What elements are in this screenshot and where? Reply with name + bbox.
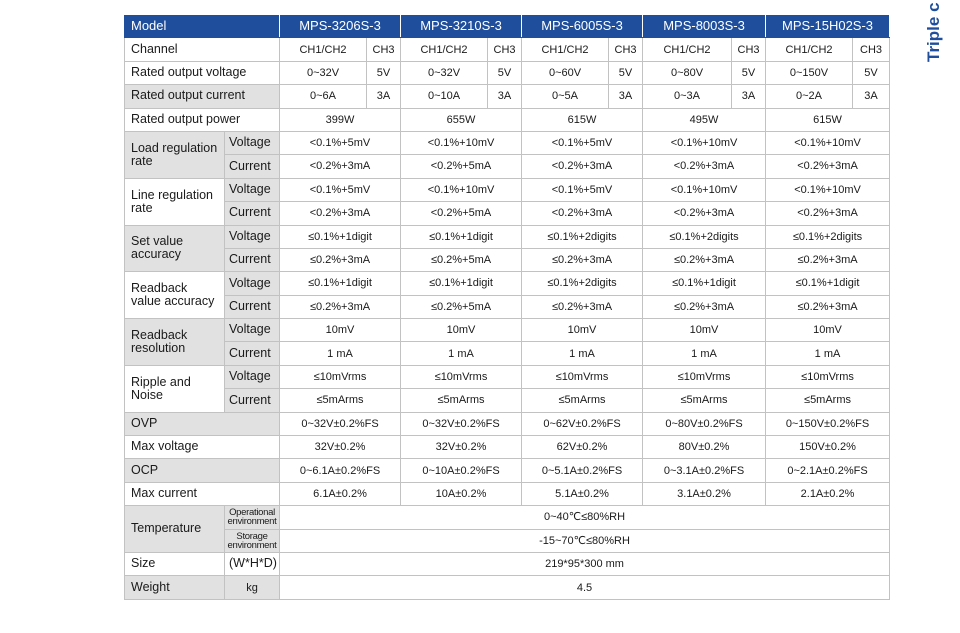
sub-label: Voltage [225, 272, 280, 295]
cell: <0.1%+10mV [766, 131, 890, 154]
cell: 0~40℃≤80%RH [280, 506, 890, 529]
cell: 80V±0.2% [643, 436, 766, 459]
row-label: Rated output power [125, 108, 280, 131]
cell: ≤0.2%+3mA [766, 295, 890, 318]
sub-label: Current [225, 248, 280, 271]
cell: 5V [732, 61, 766, 84]
channel-row [125, 38, 890, 61]
cell: 0~10A±0.2%FS [401, 459, 522, 482]
row-label: Load regulation rate [125, 131, 225, 178]
cell: 5V [609, 61, 643, 84]
cell: ≤0.1%+1digit [401, 225, 522, 248]
cell: ≤10mVrms [280, 365, 401, 388]
cell: 5V [853, 61, 890, 84]
header-model: MPS-8003S-3 [643, 15, 766, 38]
cell: 3A [488, 85, 522, 108]
cell: CH3 [609, 38, 643, 61]
cell: 3A [609, 85, 643, 108]
cell: 1 mA [280, 342, 401, 365]
cell: <0.2%+3mA [280, 202, 401, 225]
cell: ≤0.2%+3mA [280, 295, 401, 318]
sub-label: Storage environment [225, 529, 280, 552]
row-label: Readback resolution [125, 319, 225, 366]
cell: <0.2%+3mA [280, 155, 401, 178]
weight-row [125, 576, 890, 599]
cell: 1 mA [643, 342, 766, 365]
readback-res-current-row [125, 342, 890, 365]
cell: ≤10mVrms [522, 365, 643, 388]
row-label: Rated output voltage [125, 61, 280, 84]
ripple-current-row [125, 389, 890, 412]
header-model: MPS-15H02S-3 [766, 15, 890, 38]
cell: <0.1%+5mV [522, 131, 643, 154]
cell: 0~150V [766, 61, 853, 84]
cell: ≤0.2%+3mA [766, 248, 890, 271]
cell: 0~80V [643, 61, 732, 84]
set-acc-current-row [125, 248, 890, 271]
line-reg-current-row [125, 202, 890, 225]
rated-voltage-row [125, 61, 890, 84]
cell: 0~80V±0.2%FS [643, 412, 766, 435]
cell: 2.1A±0.2% [766, 482, 890, 505]
readback-acc-voltage-row [125, 272, 890, 295]
cell: 0~10A [401, 85, 488, 108]
load-reg-current-row [125, 155, 890, 178]
row-label: Channel [125, 38, 280, 61]
cell: 3A [853, 85, 890, 108]
cell: 0~150V±0.2%FS [766, 412, 890, 435]
cell: 1 mA [766, 342, 890, 365]
cell: 10A±0.2% [401, 482, 522, 505]
cell: 0~60V [522, 61, 609, 84]
cell: -15~70℃≤80%RH [280, 529, 890, 552]
cell: <0.2%+5mA [401, 202, 522, 225]
cell: ≤10mVrms [401, 365, 522, 388]
cell: 5V [367, 61, 401, 84]
cell: 1 mA [401, 342, 522, 365]
temp-storage-row [125, 529, 890, 552]
row-label: Size [125, 552, 225, 575]
sub-label: Voltage [225, 365, 280, 388]
sub-label: Current [225, 342, 280, 365]
row-label: Rated output current [125, 85, 280, 108]
header-model-label: Model [125, 15, 280, 38]
header-model: MPS-3206S-3 [280, 15, 401, 38]
row-label: Max current [125, 482, 280, 505]
cell: <0.2%+3mA [522, 155, 643, 178]
cell: CH1/CH2 [401, 38, 488, 61]
cell: CH3 [367, 38, 401, 61]
cell: 0~6.1A±0.2%FS [280, 459, 401, 482]
cell: 6.1A±0.2% [280, 482, 401, 505]
cell: ≤10mVrms [643, 365, 766, 388]
cell: <0.1%+10mV [766, 178, 890, 201]
cell: ≤0.1%+1digit [280, 272, 401, 295]
cell: CH3 [732, 38, 766, 61]
cell: 0~32V [401, 61, 488, 84]
cell: ≤0.1%+1digit [643, 272, 766, 295]
ovp-row [125, 412, 890, 435]
cell: 0~5A [522, 85, 609, 108]
sub-label: Voltage [225, 131, 280, 154]
cell: ≤0.1%+2digits [766, 225, 890, 248]
cell: 0~32V [280, 61, 367, 84]
cell: 32V±0.2% [401, 436, 522, 459]
ocp-row [125, 459, 890, 482]
cell: 655W [401, 108, 522, 131]
cell: ≤0.1%+2digits [522, 225, 643, 248]
cell: <0.2%+3mA [766, 155, 890, 178]
cell: <0.2%+3mA [643, 155, 766, 178]
cell: ≤0.2%+5mA [401, 248, 522, 271]
sub-label: Current [225, 295, 280, 318]
sub-label: (W*H*D) [225, 552, 280, 575]
line-reg-voltage-row [125, 178, 890, 201]
cell: 0~6A [280, 85, 367, 108]
cell: <0.1%+10mV [643, 178, 766, 201]
cell: 10mV [522, 319, 643, 342]
size-row [125, 552, 890, 575]
cell: ≤10mVrms [766, 365, 890, 388]
cell: ≤0.1%+2digits [522, 272, 643, 295]
cell: 4.5 [280, 576, 890, 599]
cell: 10mV [766, 319, 890, 342]
cell: 0~3A [643, 85, 732, 108]
cell: 62V±0.2% [522, 436, 643, 459]
header-model: MPS-6005S-3 [522, 15, 643, 38]
cell: CH1/CH2 [643, 38, 732, 61]
set-acc-voltage-row [125, 225, 890, 248]
cell: 3.1A±0.2% [643, 482, 766, 505]
spec-table [124, 14, 890, 600]
row-label: OVP [125, 412, 280, 435]
row-label: Ripple and Noise [125, 365, 225, 412]
cell: ≤0.1%+1digit [280, 225, 401, 248]
cell: <0.1%+10mV [401, 131, 522, 154]
cell: <0.2%+5mA [401, 155, 522, 178]
cell: ≤5mArms [766, 389, 890, 412]
cell: CH1/CH2 [522, 38, 609, 61]
readback-acc-current-row [125, 295, 890, 318]
cell: 219*95*300 mm [280, 552, 890, 575]
sub-label: Current [225, 202, 280, 225]
cell: 0~62V±0.2%FS [522, 412, 643, 435]
cell: ≤0.2%+5mA [401, 295, 522, 318]
sub-label: Voltage [225, 319, 280, 342]
cell: 3A [732, 85, 766, 108]
cell: <0.1%+10mV [401, 178, 522, 201]
cell: <0.1%+10mV [643, 131, 766, 154]
cell: ≤5mArms [280, 389, 401, 412]
cell: 495W [643, 108, 766, 131]
cell: <0.2%+3mA [643, 202, 766, 225]
cell: ≤0.1%+1digit [766, 272, 890, 295]
cell: ≤0.2%+3mA [522, 248, 643, 271]
row-label: Weight [125, 576, 225, 599]
rated-current-row [125, 85, 890, 108]
cell: 0~32V±0.2%FS [401, 412, 522, 435]
cell: 10mV [280, 319, 401, 342]
sub-label: Voltage [225, 225, 280, 248]
max-voltage-row [125, 436, 890, 459]
cell: ≤0.2%+3mA [522, 295, 643, 318]
row-label: Max voltage [125, 436, 280, 459]
cell: <0.1%+5mV [522, 178, 643, 201]
cell: ≤0.1%+2digits [643, 225, 766, 248]
cell: <0.1%+5mV [280, 178, 401, 201]
sub-label: Voltage [225, 178, 280, 201]
header-row [125, 15, 890, 38]
cell: 0~32V±0.2%FS [280, 412, 401, 435]
cell: ≤5mArms [522, 389, 643, 412]
side-title: Triple c [924, 2, 943, 62]
sub-label: Current [225, 389, 280, 412]
cell: 615W [766, 108, 890, 131]
rated-power-row [125, 108, 890, 131]
cell: 0~2A [766, 85, 853, 108]
ripple-voltage-row [125, 365, 890, 388]
cell: <0.1%+5mV [280, 131, 401, 154]
cell: <0.2%+3mA [522, 202, 643, 225]
cell: 150V±0.2% [766, 436, 890, 459]
cell: <0.2%+3mA [766, 202, 890, 225]
cell: 32V±0.2% [280, 436, 401, 459]
header-model: MPS-3210S-3 [401, 15, 522, 38]
cell: CH3 [488, 38, 522, 61]
cell: ≤5mArms [643, 389, 766, 412]
cell: CH3 [853, 38, 890, 61]
temp-operational-row [125, 506, 890, 529]
cell: ≤5mArms [401, 389, 522, 412]
cell: 615W [522, 108, 643, 131]
sub-label: Operational environment [225, 506, 280, 529]
cell: ≤0.2%+3mA [643, 248, 766, 271]
row-label: Set value accuracy [125, 225, 225, 272]
row-label: Temperature [125, 506, 225, 553]
row-label: Line regulation rate [125, 178, 225, 225]
max-current-row [125, 482, 890, 505]
cell: 3A [367, 85, 401, 108]
cell: CH1/CH2 [766, 38, 853, 61]
cell: ≤0.1%+1digit [401, 272, 522, 295]
cell: 10mV [401, 319, 522, 342]
cell: 5.1A±0.2% [522, 482, 643, 505]
cell: 0~5.1A±0.2%FS [522, 459, 643, 482]
cell: 0~2.1A±0.2%FS [766, 459, 890, 482]
cell: ≤0.2%+3mA [643, 295, 766, 318]
readback-res-voltage-row [125, 319, 890, 342]
cell: 5V [488, 61, 522, 84]
cell: 0~3.1A±0.2%FS [643, 459, 766, 482]
cell: ≤0.2%+3mA [280, 248, 401, 271]
cell: 10mV [643, 319, 766, 342]
row-label: Readback value accuracy [125, 272, 225, 319]
sub-label: kg [225, 576, 280, 599]
load-reg-voltage-row [125, 131, 890, 154]
cell: CH1/CH2 [280, 38, 367, 61]
cell: 1 mA [522, 342, 643, 365]
cell: 399W [280, 108, 401, 131]
row-label: OCP [125, 459, 280, 482]
sub-label: Current [225, 155, 280, 178]
